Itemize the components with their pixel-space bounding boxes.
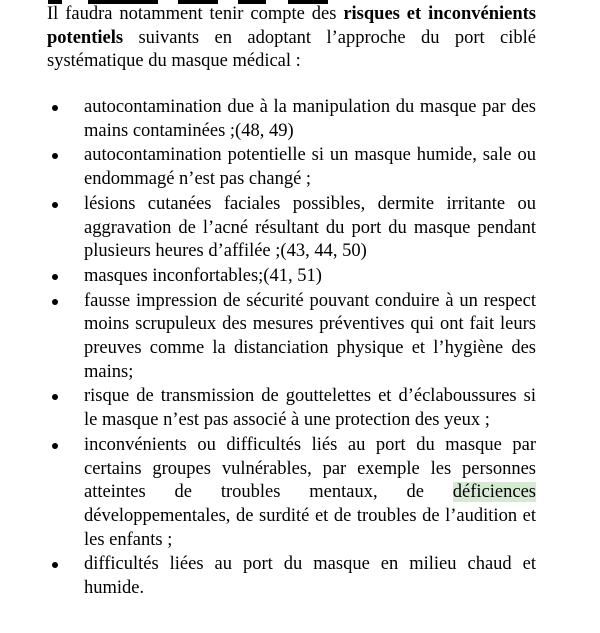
list-item-text [84, 435, 536, 550]
list-item [0, 553, 536, 600]
list-item-text: autocontamination potentielle si un masque humide, sale ou endommagé n’est pas changé ; [84, 145, 536, 190]
intro-bold-phrase: risques et inconvénients potentiels [47, 4, 536, 48]
bullet-icon [52, 443, 58, 449]
list-item-text: fausse impression de sécurité pouvant conduire à un respect moins scrupuleux des mesures préventives qui ont fait leurs preuves comme la distanciation physique et l’hygiène des mains; [84, 290, 536, 382]
list-item [0, 434, 536, 553]
list-item [0, 290, 536, 385]
list-item-text-after: développementales, de surdité et de troubles de l’audition et les enfants ; [84, 505, 536, 550]
bullet-icon [52, 274, 58, 280]
bullet-icon [52, 394, 58, 400]
list-item [0, 96, 536, 143]
list-item [0, 193, 536, 264]
intro-text-end: suivants en adoptant l’approche du port ciblé systématique du masque médical : [47, 27, 536, 72]
intro-paragraph [47, 3, 536, 74]
list-item [0, 265, 536, 289]
list-item-text: risque de transmission de gouttelettes et d’éclaboussures si le masque n’est pas associé à une protection des yeux ; [84, 386, 536, 431]
list-item-text: lésions cutanées faciales possibles, dermite irritante ou aggravation de l’acné résultant du port du masque pendant plusieurs heures d’affilée ;(43, 44, 50) [84, 193, 536, 262]
list-item-text: masques inconfortables;(41, 51) [84, 265, 322, 286]
bullet-icon [52, 153, 58, 159]
bullet-icon [52, 105, 58, 111]
list-item [0, 385, 536, 432]
list-item-text: difficultés liées au port du masque en milieu chaud et humide. [84, 554, 536, 599]
risk-bullet-list [0, 96, 600, 602]
bullet-icon [52, 299, 58, 305]
highlighted-word: déficiences [452, 482, 536, 503]
list-item [0, 144, 536, 191]
bullet-icon [52, 562, 58, 568]
list-item-text: autocontamination due à la manipulation du masque par des mains contaminées ;(48, 49) [84, 97, 536, 141]
list-item-text-before: inconvénients ou difficultés liés au port du masque par certains groupes vulnérables, par exemple les personnes atteintes de troubles mentaux, de [84, 434, 536, 503]
intro-text-start: Il faudra notamment tenir compte des [47, 4, 344, 24]
bullet-icon [52, 202, 58, 208]
